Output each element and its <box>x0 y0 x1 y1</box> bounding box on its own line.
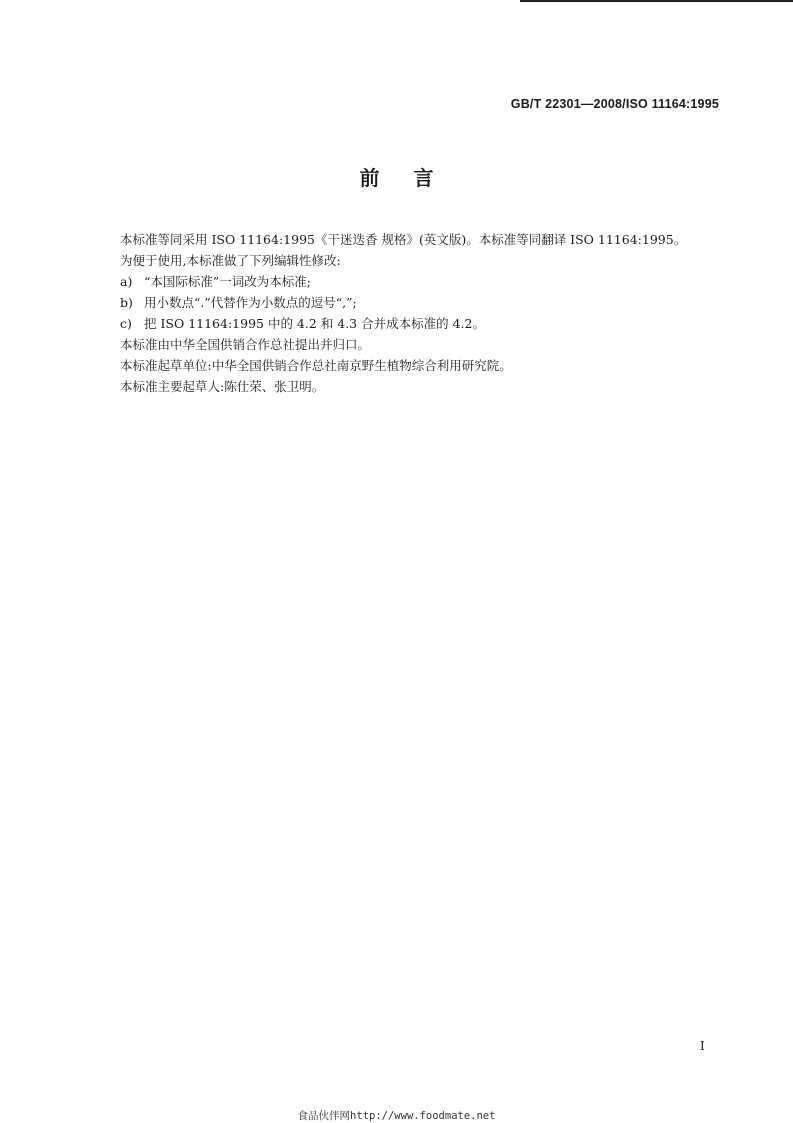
list-item-text: 用小数点“.”代替作为小数点的逗号“,”; <box>144 295 357 310</box>
paragraph-drafting-unit: 本标准起草单位:中华全国供销合作总社南京野生植物综合利用研究院。 <box>120 358 512 373</box>
top-rule <box>520 0 793 2</box>
foreword-body <box>120 229 720 397</box>
standard-code: GB/T 22301—2008/ISO 11164:1995 <box>510 97 719 111</box>
list-marker: c) <box>120 316 132 331</box>
paragraph-proposer: 本标准由中华全国供销合作总社提出并归口。 <box>120 337 371 352</box>
footer-watermark: 食品伙伴网http://www.foodmate.net <box>297 1110 496 1122</box>
list-marker: a) <box>120 274 133 289</box>
list-item <box>120 292 720 313</box>
paragraph-drafters: 本标准主要起草人:陈仕荣、张卫明。 <box>120 379 325 394</box>
paragraph-adoption: 本标准等同采用 ISO 11164:1995《干迷迭香 规格》(英文版)。本标准等同翻译 ISO 11164:1995。 <box>120 232 687 247</box>
page-number: I <box>700 1039 705 1053</box>
paragraph-modifications-intro: 为便于使用,本标准做了下列编辑性修改: <box>120 253 341 268</box>
list-item <box>120 271 720 292</box>
list-item-text: “本国际标准”一词改为本标准; <box>144 274 311 289</box>
list-item <box>120 313 720 334</box>
list-item-text: 把 ISO 11164:1995 中的 4.2 和 4.3 合并成本标准的 4.2。 <box>144 316 485 331</box>
page-title: 前言 <box>359 166 468 190</box>
list-marker: b) <box>120 295 133 310</box>
